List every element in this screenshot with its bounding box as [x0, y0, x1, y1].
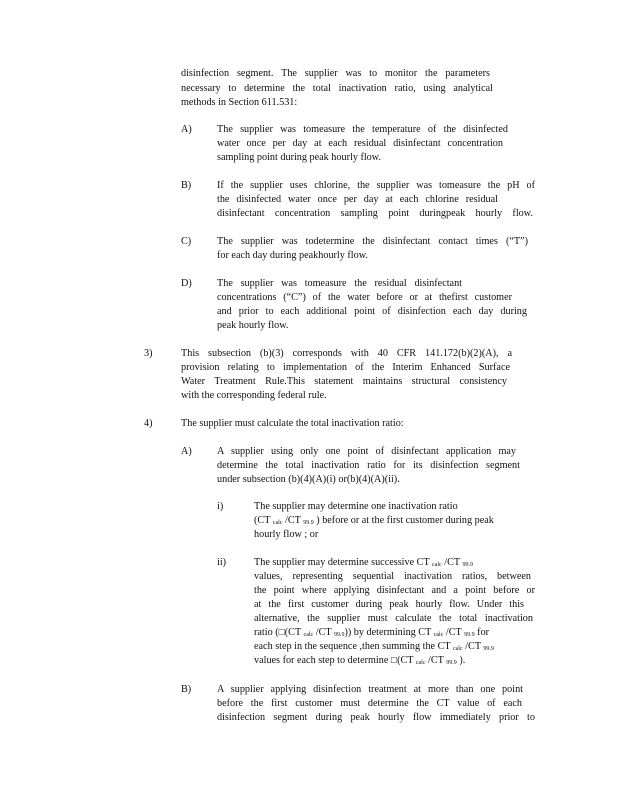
text-line: sampling point during peak hourly flow.	[217, 152, 382, 163]
text-line: Water Treatment Rule.This statement maintains structural consistency	[181, 376, 507, 387]
list-marker: B)	[181, 180, 192, 191]
list-marker: A)	[181, 446, 192, 457]
text-line: necessary to determine the total inactivation ratio, using analytical	[181, 83, 493, 94]
text-line: for each day during peakhourly flow.	[217, 250, 368, 261]
text-line: peak hourly flow.	[217, 320, 289, 331]
text-line: each step in the sequence ,then summing the CT calc /CT 99.9	[254, 641, 494, 652]
text-line: with the corresponding federal rule.	[181, 390, 327, 401]
list-marker: 4)	[144, 418, 153, 429]
text-line: alternative, the supplier must calculate the total inactivation	[254, 613, 533, 624]
text-line: disinfection segment during peak hourly flow immediately prior to	[217, 712, 535, 723]
text-line: values for each step to determine □(CT calc /CT 99.9 ).	[254, 655, 466, 666]
list-marker: A)	[181, 124, 192, 135]
list-marker: i)	[217, 501, 224, 512]
text-line: and prior to each additional point of disinfection each day during	[217, 306, 527, 317]
text-line: methods in Section 611.531:	[181, 97, 298, 108]
list-marker: ii)	[217, 557, 227, 568]
text-line: before the first customer must determine the CT value of each	[217, 698, 522, 709]
text-line: under subsection (b)(4)(A)(i) or(b)(4)(A)(ii).	[217, 474, 400, 485]
text-line: The supplier was tomeasure the temperature of the disinfected	[217, 124, 508, 135]
text-line: A supplier using only one point of disinfectant application may	[217, 446, 516, 457]
text-line: The supplier must calculate the total inactivation ratio:	[181, 418, 404, 429]
text-line: This subsection (b)(3) corresponds with 40 CFR 141.172(b)(2)(A), a	[181, 348, 512, 359]
text-line: determine the total inactivation ratio for its disinfection segment	[217, 460, 520, 471]
list-marker: B)	[181, 684, 192, 695]
text-line: provision relating to implementation of the Interim Enhanced Surface	[181, 362, 510, 373]
text-line: If the supplier uses chlorine, the supplier was tomeasure the pH of	[217, 180, 535, 191]
list-marker: 3)	[144, 348, 153, 359]
text-line: hourly flow ; or	[254, 529, 319, 540]
text-line: at the first customer during peak hourly flow. Under this	[254, 599, 524, 610]
text-line: the disinfected water once per day at each chlorine residual	[217, 194, 498, 205]
text-line: A supplier applying disinfection treatment at more than one point	[217, 684, 523, 695]
list-marker: C)	[181, 236, 192, 247]
text-line: (CT calc /CT 99.9 ) before or at the first customer during peak	[254, 515, 494, 526]
text-line: the point where applying disinfectant and a point before or	[254, 585, 535, 596]
text-line: The supplier may determine successive CT calc /CT 99.9	[254, 557, 473, 568]
text-line: ratio (□(CT calc /CT 99.9)) by determining CT calc /CT 99.9 for	[254, 627, 490, 638]
text-line: The supplier was todetermine the disinfectant contact times (“T”)	[217, 236, 528, 247]
text-line: concentrations (“C”) of the water before or at thefirst customer	[217, 292, 512, 303]
list-marker: D)	[181, 278, 192, 289]
text-line: The supplier was tomeasure the residual disinfectant	[217, 278, 462, 289]
text-line: disinfectant concentration sampling point duringpeak hourly flow.	[217, 208, 533, 219]
text-line: disinfection segment. The supplier was to monitor the parameters	[181, 68, 490, 79]
text-line: values, representing sequential inactivation ratios, between	[254, 571, 531, 582]
text-line: water once per day at each residual disinfectant concentration	[217, 138, 503, 149]
text-line: The supplier may determine one inactivation ratio	[254, 501, 458, 512]
